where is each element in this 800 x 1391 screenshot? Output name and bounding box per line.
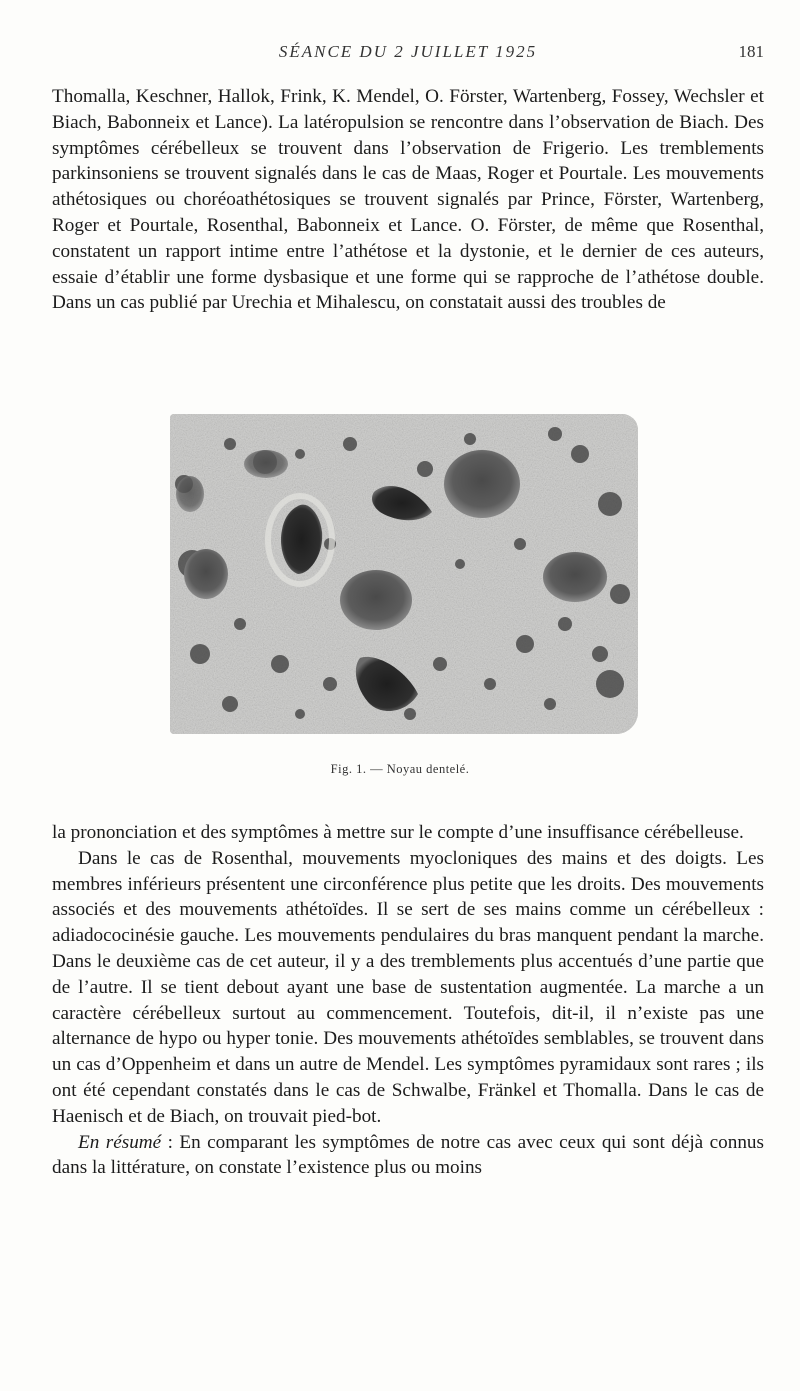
running-title: SÉANCE DU 2 JUILLET 1925 bbox=[278, 42, 538, 61]
micrograph-image bbox=[170, 414, 638, 734]
micrograph-figure bbox=[170, 414, 638, 734]
paragraph-resume bbox=[52, 1130, 764, 1182]
resume-text: : En comparant les symptômes de notre cas avec ceux qui sont déjà connus dans la littérature, on constate l’existence plus ou moins bbox=[52, 1131, 764, 1179]
running-head bbox=[52, 42, 764, 66]
paragraph-rosenthal: Dans le cas de Rosenthal, mouvements myocloniques des mains et des doigts. Les membres inférieurs présentent une circonférence plus petite que les droits. Des mouvements associés et des mouvements athétoïdes. Il se sert de ses mains comme un cérébelleux : adiadococinésie gauche. Les mouvements pendulaires du bras manquent pendant la marche. Dans le deuxième cas de cet auteur, il y a des tremblements plus accentués d’une partie que de l’autre. Il se tient debout ayant une base de sustentation augmentée. La marche a un caractère cérébelleux surtout au commencement. Toutefois, dit-il, il n’existe pas une alternance de hypo ou hyper tonie. Des mouvements athétoïdes semblables, se trouvent dans un cas d’Oppenheim et dans un autre de Mendel. Les symptômes pyramidaux sont rares ; ils ont été cependant constatés dans le cas de Schwalbe, Fränkel et Thomalla. Dans le cas de Haenisch et de Biach, on trouvait pied-bot. bbox=[52, 847, 764, 1127]
figure-caption: Fig. 1. — Noyau dentelé. bbox=[330, 762, 470, 776]
body-text-top bbox=[52, 84, 764, 316]
paragraph-continuation: la prononciation et des symptômes à mettre sur le compte d’une insuffisance cérébelleuse. bbox=[52, 822, 744, 843]
paragraph-top: Thomalla, Keschner, Hallok, Frink, K. Mendel, O. Förster, Wartenberg, Fossey, Wechsler et Biach, Babonneix et Lance). La latéropulsion se rencontre dans l’observation de Biach. Des symptômes cérébelleux se trouvent dans l’observation de Frigerio. Les tremblements parkinsoniens se trouvent signalés dans le cas de Maas, Roger et Pourtale. Les mouvements athétosiques ou choréoathétosiques se trouvent signalés par Prince, Förster, Wartenberg, Roger et Pourtale, Rosenthal, Babonneix et Lance. O. Förster, de même que Rosenthal, constatent un rapport intime entre l’athétose et la dystonie, et le dernier de ces auteurs, essaie d’établir une forme dysbasique et une forme qui se rapproche de l’athétose double. Dans un cas publié par Urechia et Mihalescu, on constatait aussi des troubles de bbox=[52, 86, 764, 314]
body-text-bottom bbox=[52, 820, 764, 1181]
page-number: 181 bbox=[738, 42, 764, 61]
resume-lead: En résumé bbox=[78, 1131, 162, 1153]
